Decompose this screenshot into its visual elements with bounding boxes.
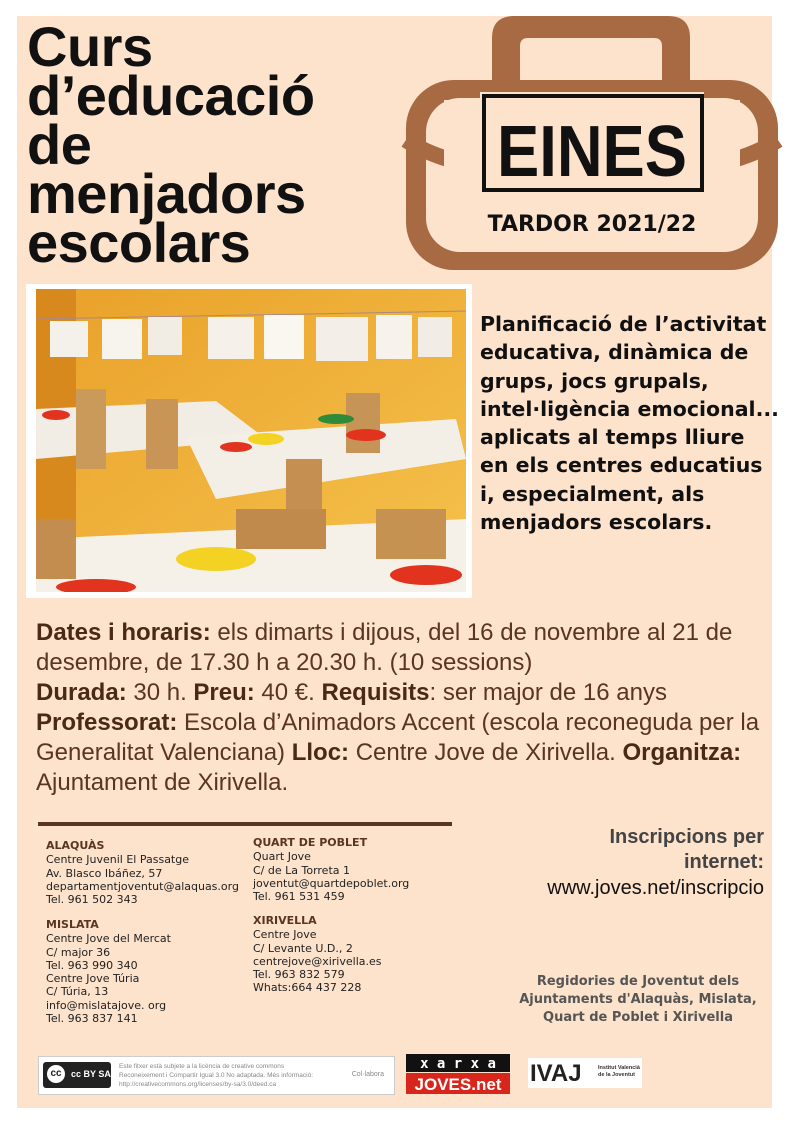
license-text: [119, 1062, 349, 1089]
contact-line: C/ de La Torreta 1: [253, 863, 351, 877]
contact-phone: Tel. 963 837 141: [46, 1012, 138, 1026]
xarxa-top-text: x a r x a: [420, 1056, 496, 1072]
logo-brand: EINES: [497, 112, 687, 192]
ivaj-logo: [528, 1058, 642, 1088]
license-line: Este fitxer està subjete a la licència de creative commons: [119, 1063, 285, 1070]
email-link[interactable]: departamentjoventut@alaquas.org: [46, 879, 239, 893]
contact-whatsapp: Whats:664 437 228: [253, 981, 362, 995]
email-link[interactable]: joventut@quartdepoblet.org: [253, 876, 410, 890]
place-label: Lloc:: [291, 739, 350, 766]
online-registration: [547, 825, 764, 901]
title-line: de: [27, 113, 92, 176]
contact-line: Quart Jove: [253, 850, 311, 864]
email-link[interactable]: info@mislatajove. org: [46, 998, 167, 1012]
ivaj-sub: Institut Valencià: [598, 1065, 640, 1071]
organizer-label: Organitza:: [622, 739, 742, 766]
cc-badge-text: cc BY SA: [71, 1069, 111, 1079]
contact-line: C/ Levante U.D., 2: [253, 941, 353, 955]
duration-text: 30 h.: [126, 679, 194, 706]
email-link[interactable]: centrejove@xirivella.es: [253, 954, 382, 968]
contact-mislata: [46, 918, 246, 1025]
contact-line: Centre Jove: [253, 928, 317, 942]
title-line: escolars: [27, 211, 251, 274]
dining-room-photo: [26, 284, 472, 598]
course-title: [27, 15, 315, 274]
contact-phone: Tel. 963 832 579: [253, 968, 345, 982]
contact-quart: [253, 836, 453, 903]
contact-phone: Tel. 963 990 340: [46, 958, 138, 972]
contact-line: Centre Jove Túria: [46, 972, 140, 986]
course-description: Planificació de l’activitat educativa, dinàmica de grups, jocs grupals, intel·ligència emocional... aplicats al temps lliure en els centres educatius i, especialment, als menjadors escolars.: [480, 312, 779, 535]
place-text: Centre Jove de Xirivella.: [349, 739, 623, 766]
collab-label: Col·labora: [351, 1071, 384, 1078]
contact-phone: Tel. 961 502 343: [46, 893, 138, 907]
city-name: MISLATA: [46, 918, 99, 931]
contact-line: Centre Jove del Mercat: [46, 932, 171, 946]
online-heading: Inscripcions per: [609, 826, 764, 848]
contact-line: Centre Juvenil El Passatge: [46, 853, 189, 867]
contact-alaquas: [46, 839, 246, 906]
registration-link[interactable]: www.joves.net/inscripcio: [547, 877, 764, 899]
online-heading: internet:: [684, 851, 764, 873]
contact-xirivella: [253, 914, 453, 995]
xarxa-bottom-text: JOVES.net: [414, 1075, 502, 1094]
logo-season: TARDOR 2021/22: [487, 212, 697, 237]
contact-line: Av. Blasco Ibáñez, 57: [46, 866, 163, 880]
teachers-label: Professorat:: [36, 709, 178, 736]
organizers-note: Regidories de Joventut dels Ajuntaments d'Alaquàs, Mislata, Quart de Poblet i Xirivella: [519, 974, 757, 1025]
city-name: XIRIVELLA: [253, 914, 317, 927]
title-line: d’educació: [27, 64, 315, 127]
eines-toolbox-logo: [400, 8, 784, 274]
ivaj-sub: de la Joventut: [598, 1072, 635, 1078]
title-line: menjadors: [27, 162, 306, 225]
contact-line: C/ major 36: [46, 945, 111, 959]
license-box: [38, 1056, 395, 1095]
organizer-text: Ajuntament de Xirivella.: [36, 769, 289, 796]
dates-label: Dates i horaris:: [36, 619, 211, 646]
dining-room-illustration: [36, 289, 466, 592]
requirements-text: : ser major de 16 anys: [429, 679, 667, 706]
contact-line: C/ Túria, 13: [46, 985, 109, 999]
duration-label: Durada:: [36, 679, 127, 706]
contact-phone: Tel. 961 531 459: [253, 890, 345, 904]
requirements-label: Requisits: [321, 679, 430, 706]
title-line: Curs: [27, 15, 153, 78]
license-line: Reconeixement i Compartir Igual 3.0 No adaptada. Més informació:: [119, 1072, 314, 1079]
price-label: Preu:: [193, 679, 255, 706]
course-details: [36, 618, 776, 798]
section-divider: [38, 822, 452, 826]
cc-license-icon[interactable]: cc cc BY SA: [43, 1062, 111, 1088]
dates-text: els dimarts i dijous, del 16 de novembre al 21 de desembre, de 17.30 h a 20.30 h. (10 sessions): [36, 619, 733, 676]
price-text: 40 €.: [254, 679, 322, 706]
teachers-text: Escola d’Animadors Accent (escola reconeguda per la Generalitat Valenciana): [36, 709, 760, 766]
city-name: ALAQUÀS: [46, 839, 105, 852]
license-link[interactable]: http://creativecommons.org/licenses/by-sa/3.0/deed.ca: [119, 1081, 277, 1088]
xarxa-joves-logo: [406, 1054, 510, 1094]
ivaj-name: IVAJ: [530, 1060, 582, 1087]
city-name: QUART DE POBLET: [253, 836, 368, 849]
